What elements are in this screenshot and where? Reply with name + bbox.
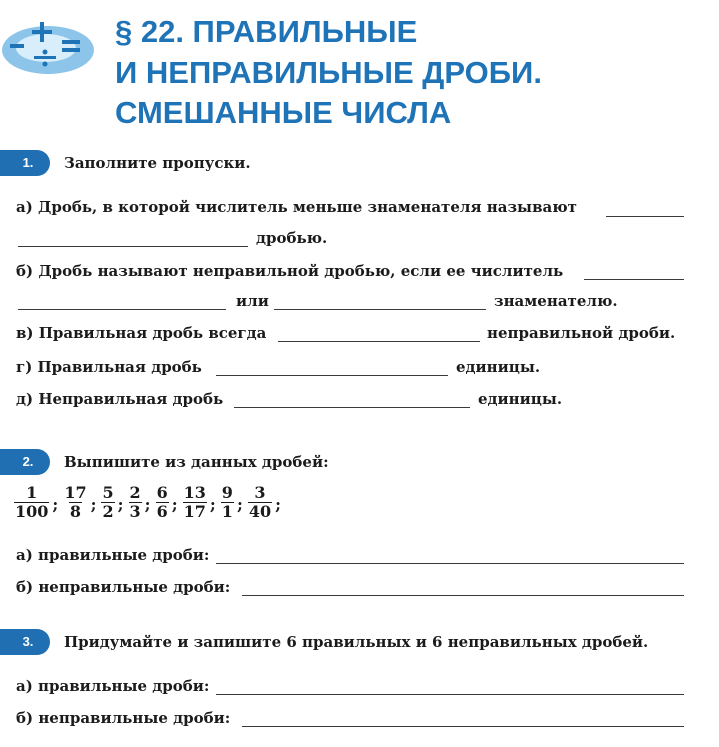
task-1-item-a-end: дробью. — [256, 229, 328, 247]
fraction-numerator: 2 — [129, 483, 141, 502]
task-1-item-d-end: единицы. — [456, 358, 541, 376]
fraction-numerator: 9 — [221, 483, 233, 502]
task-3-item-b-blank[interactable] — [242, 726, 684, 727]
fraction-separator: ; — [144, 495, 151, 514]
fraction-list — [14, 484, 286, 521]
fraction-numerator: 17 — [64, 483, 87, 502]
page-title-line-3: СМЕШАННЫЕ ЧИСЛА — [115, 95, 452, 130]
fraction-denominator: 8 — [69, 502, 82, 521]
task-1-item-c-blank[interactable] — [278, 341, 480, 342]
fraction-numerator: 1 — [26, 483, 38, 502]
task-1-item-b-blank-2[interactable] — [18, 309, 226, 310]
fraction-denominator: 1 — [221, 502, 233, 521]
task-2-item-b-text: б) неправильные дроби: — [16, 578, 231, 596]
task-1-item-a-blank-2[interactable] — [18, 246, 248, 247]
fraction-separator: ; — [90, 495, 97, 514]
fraction-denominator: 3 — [129, 502, 141, 521]
fraction-numerator: 5 — [102, 483, 114, 502]
task-1-item-b-blank-1[interactable] — [584, 279, 684, 280]
task-2-prompt: Выпишите из данных дробей: — [64, 453, 329, 471]
task-3-item-b-text: б) неправильные дроби: — [16, 709, 231, 727]
fraction — [63, 484, 87, 521]
task-1-item-b-or: или — [236, 292, 269, 310]
task-2-item-b-blank[interactable] — [242, 595, 684, 596]
task-2-item-a-blank[interactable] — [216, 563, 684, 564]
fraction-denominator: 17 — [183, 502, 206, 521]
fraction-numerator: 3 — [254, 483, 266, 502]
page-title-line-2: И НЕПРАВИЛЬНЫЕ ДРОБИ. — [115, 55, 542, 90]
task-1-item-e-end: единицы. — [478, 390, 563, 408]
task-1-item-a-text: а) Дробь, в которой числитель меньше знаменателя называют — [16, 198, 577, 216]
task-1-item-e-text: д) Неправильная дробь — [16, 390, 224, 408]
fraction — [221, 484, 234, 521]
task-1-item-b-end: знаменателю. — [494, 292, 618, 310]
fraction-denominator: 6 — [156, 502, 168, 521]
fraction — [129, 484, 142, 521]
fraction-separator: ; — [209, 495, 216, 514]
fraction-numerator: 6 — [156, 483, 168, 502]
math-symbols-icon — [0, 10, 100, 90]
task-1-badge: 1. — [0, 150, 50, 176]
task-1-item-b-text: б) Дробь называют неправильной дробью, если ее числитель — [16, 262, 564, 280]
task-1-item-e-blank[interactable] — [234, 407, 470, 408]
page-title-line-1: § 22. ПРАВИЛЬНЫЕ — [115, 14, 418, 49]
task-1-item-c-end: неправильной дроби. — [487, 324, 676, 342]
task-2-badge: 2. — [0, 449, 50, 475]
task-1-item-d-text: г) Правильная дробь — [16, 358, 202, 376]
fraction — [101, 484, 114, 521]
task-1-item-a-blank-1[interactable] — [606, 216, 684, 217]
fraction-denominator: 100 — [15, 502, 49, 521]
fraction-separator: ; — [275, 495, 282, 514]
fraction — [14, 484, 49, 521]
task-3-prompt: Придумайте и запишите 6 правильных и 6 неправильных дробей. — [64, 633, 649, 651]
fraction-separator: ; — [236, 495, 243, 514]
fraction-denominator: 40 — [248, 502, 272, 521]
task-1-item-b-blank-3[interactable] — [274, 309, 486, 310]
fraction — [183, 484, 207, 521]
fraction-separator: ; — [52, 495, 59, 514]
fraction-separator: ; — [171, 495, 178, 514]
fraction — [248, 484, 272, 521]
fraction — [156, 484, 169, 521]
fraction-separator: ; — [117, 495, 124, 514]
task-1-item-d-blank[interactable] — [216, 375, 448, 376]
task-1-item-c-text: в) Правильная дробь всегда — [16, 324, 267, 342]
task-3-badge: 3. — [0, 629, 50, 655]
task-2-item-a-text: а) правильные дроби: — [16, 546, 210, 564]
fraction-numerator: 13 — [183, 483, 206, 502]
task-3-item-a-text: а) правильные дроби: — [16, 677, 210, 695]
task-1-prompt: Заполните пропуски. — [64, 154, 251, 172]
task-3-item-a-blank[interactable] — [216, 694, 684, 695]
fraction-denominator: 2 — [102, 502, 114, 521]
